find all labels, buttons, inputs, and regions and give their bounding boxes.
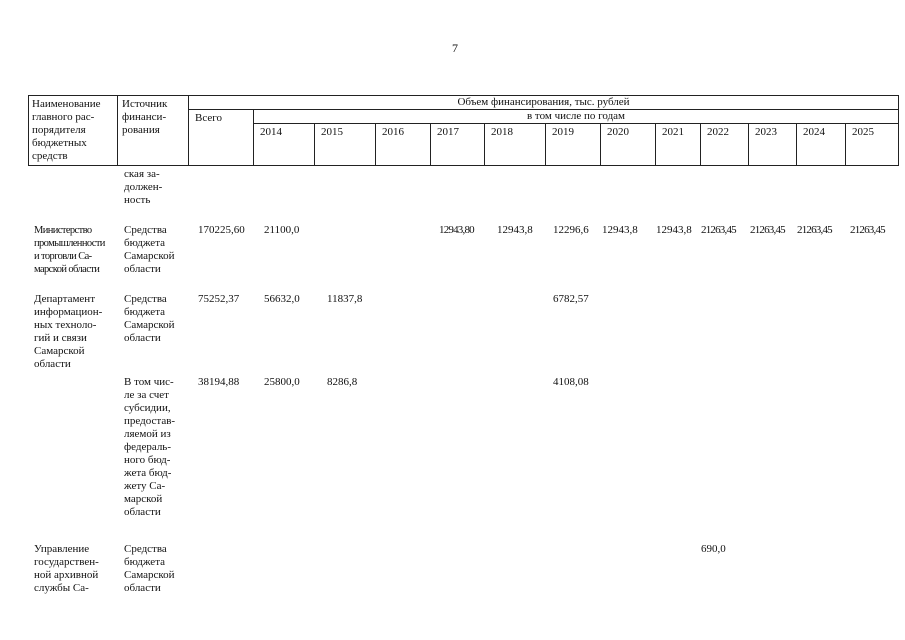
row-year-value-2019: 4108,08 (553, 376, 589, 388)
year-label: 2021 (662, 126, 684, 138)
year-label: 2019 (552, 126, 574, 138)
year-label: 2022 (707, 126, 729, 138)
row-year-value-2022: 21263,45 (701, 224, 736, 236)
row-year-value-2022: 690,0 (701, 543, 726, 555)
row-funding-source: Средства бюджета Самарской области (124, 293, 175, 344)
year-label: 2025 (852, 126, 874, 138)
row-year-value-2025: 21263,45 (850, 224, 885, 236)
header-source-label: Источник финанси- рования (122, 98, 168, 136)
row-year-value-2015: 11837,8 (327, 293, 363, 305)
year-label: 2024 (803, 126, 825, 138)
row-year-value-2014: 21100,0 (264, 224, 300, 236)
year-label: 2014 (260, 126, 282, 138)
header-volume-label: Объем финансирования, тыс. рублей (457, 96, 630, 108)
year-label: 2023 (755, 126, 777, 138)
row-year-value-2018: 12943,8 (497, 224, 533, 236)
year-header-2018 (484, 123, 546, 166)
year-header-2021 (655, 123, 701, 166)
row-year-value-2023: 21263,45 (750, 224, 785, 236)
row-funding-source: Средства бюджета Самарской области (124, 224, 175, 275)
year-label: 2017 (437, 126, 459, 138)
header-years-label: в том числе по годам (526, 110, 626, 122)
year-header-2017 (430, 123, 485, 166)
year-header-2016 (375, 123, 431, 166)
header-years-cell (253, 109, 899, 124)
row-total-value: 38194,88 (198, 376, 240, 388)
row-year-value-2019: 6782,57 (553, 293, 589, 305)
row-funding-source: Средства бюджета Самарской области (124, 543, 175, 594)
header-total-cell (188, 109, 254, 166)
row-total-value: 75252,37 (198, 293, 240, 305)
year-header-2020 (600, 123, 656, 166)
row-funding-source: ская за- должен- ность (124, 168, 163, 206)
row-year-value-2020: 12943,8 (602, 224, 638, 236)
year-label: 2018 (491, 126, 513, 138)
row-year-value-2014: 25800,0 (264, 376, 300, 388)
row-distributor-name: Министерство промышленности и торговли Са- марской области (34, 225, 105, 275)
year-header-2023 (748, 123, 797, 166)
year-header-2025 (845, 123, 899, 166)
row-total-value: 170225,60 (198, 224, 245, 236)
year-label: 2015 (321, 126, 343, 138)
year-label: 2020 (607, 126, 629, 138)
header-source-cell (117, 95, 189, 166)
header-volume-cell (188, 95, 899, 110)
row-funding-source: В том чис- ле за счет субсидии, предостав- ляемой из федераль- ного бюд- жета бюд- жету Са- марской области (124, 376, 176, 518)
row-year-value-2021: 12943,8 (656, 224, 692, 236)
page-number: 7 (452, 41, 458, 55)
row-year-value-2019: 12296,6 (553, 224, 589, 236)
header-name-cell (28, 95, 118, 166)
header-name-label: Наименование главного рас- порядителя бюджетных средств (32, 98, 101, 162)
row-distributor-name: Департамент информацион- ных техноло- гий и связи Самарской области (34, 293, 103, 370)
row-year-value-2017: 12943,80 (439, 224, 474, 236)
year-header-2014 (253, 123, 315, 166)
header-total-label: Всего (195, 112, 222, 124)
year-header-2019 (545, 123, 601, 166)
row-year-value-2015: 8286,8 (327, 376, 358, 388)
year-header-2024 (796, 123, 846, 166)
year-header-2015 (314, 123, 376, 166)
year-header-2022 (700, 123, 749, 166)
row-year-value-2024: 21263,45 (797, 224, 832, 236)
row-year-value-2014: 56632,0 (264, 293, 300, 305)
row-distributor-name: Управление государствен- ной архивной службы Са- (34, 543, 99, 594)
year-label: 2016 (382, 126, 404, 138)
